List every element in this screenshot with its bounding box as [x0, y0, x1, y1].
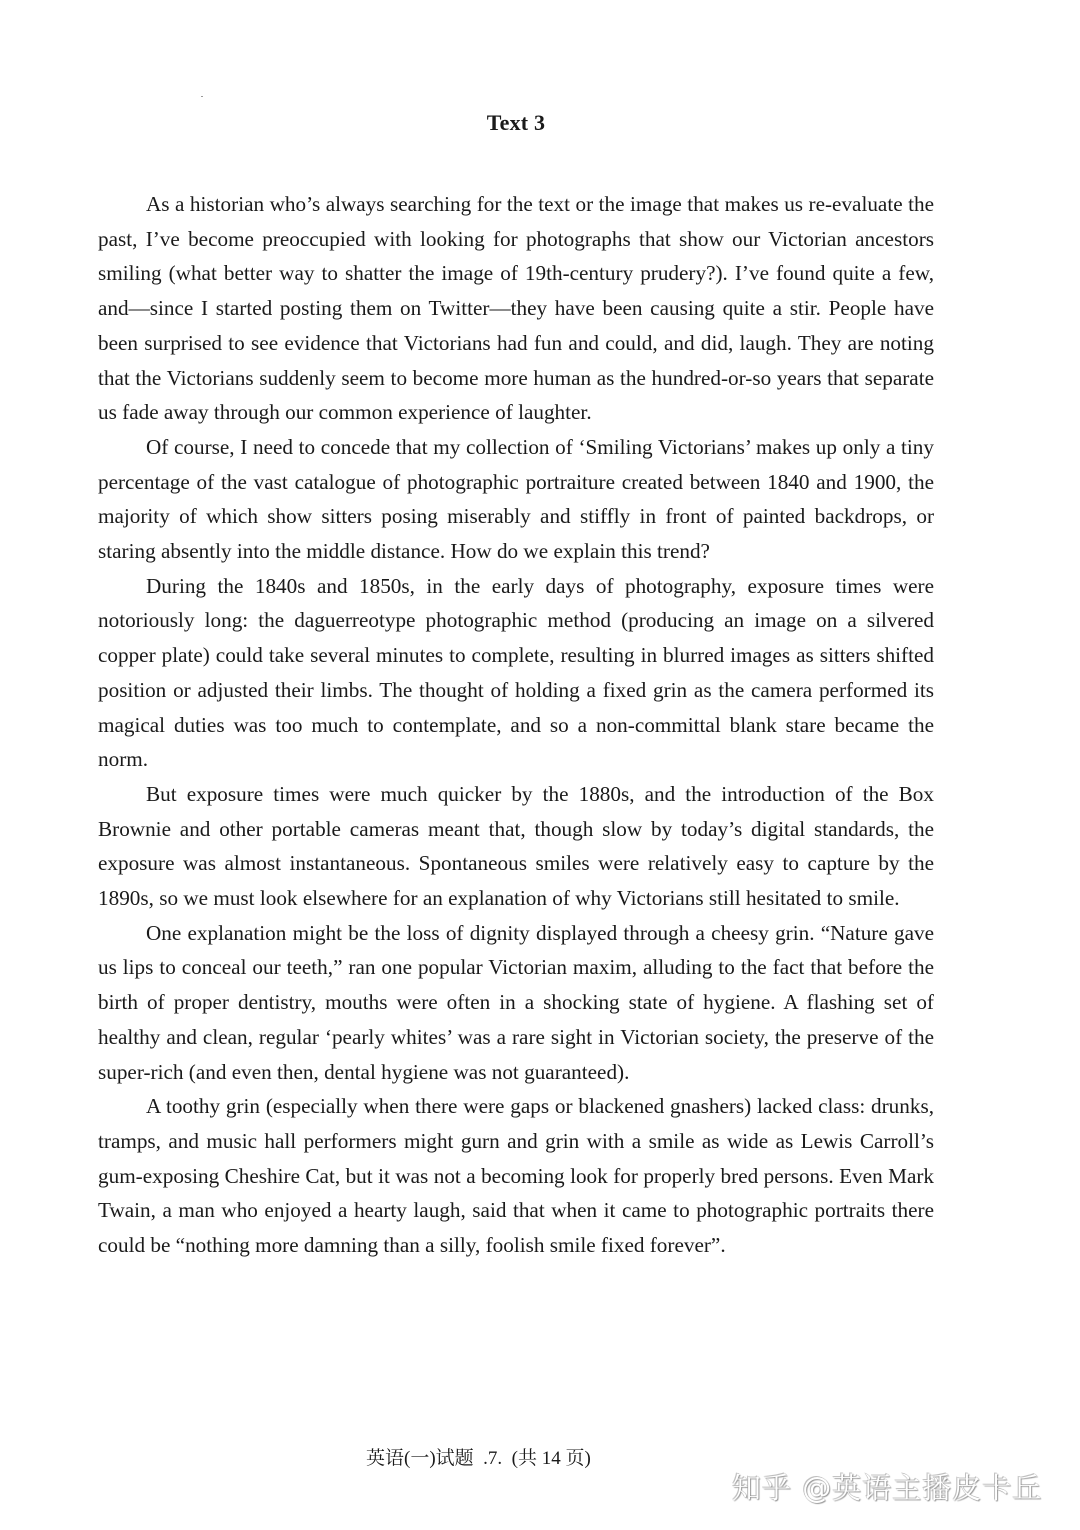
paragraph-5: One explanation might be the loss of dignity displayed through a cheesy grin. “Nature gave us lips to conceal our teeth,” ran one popular Victorian maxim, alluding to the fact that before the birth of proper dentistry, mouths were often in a shocking state of hygiene. A flashing set of healthy and clean, regular ‘pearly whites’ was a rare sight in Victorian society, the preserve of the super-rich (and even then, dental hygiene was not guaranteed). [98, 920, 934, 1084]
zhihu-watermark: 知乎 @英语主播皮卡丘 [732, 1471, 1043, 1505]
paragraph-4: But exposure times were much quicker by the 1880s, and the introduction of the Box Brownie and other portable cameras meant that, though slow by today’s digital standards, the exposure was almost instantaneous. Spontaneous smiles were relatively easy to capture by the 1890s, so we must look elsewhere for an explanation of why Victorians still hesitated to smile. [98, 781, 934, 911]
page-footer: 英语(一)试题 .7. (共 14 页) [366, 1448, 591, 1469]
paragraph-1: As a historian who’s always searching for the text or the image that makes us re-evaluate the past, I’ve become preoccupied with looking for photographs that show our Victorian ancestors smiling (what better way to shatter the image of 19th-century prudery?). I’ve found quite a few, and—since I started posting them on Twitter—they have been causing quite a stir. People have been surprised to see evidence that Victorians had fun and could, and did, laugh. They are noting that the Victorians suddenly seem to become more human as the hundred-or-so years that separate us fade away through our common experience of laughter. [98, 192, 934, 425]
scan-speck [201, 96, 203, 97]
paragraph-2: Of course, I need to concede that my collection of ‘Smiling Victorians’ makes up only a tiny percentage of the vast catalogue of photographic portraiture created between 1840 and 1900, the majority of which show sitters posing miserably and stiffly in front of painted backdrops, or staring absently into the middle distance. How do we explain this trend? [98, 434, 934, 564]
paragraph-6: A toothy grin (especially when there were gaps or blackened gnashers) lacked class: drunks, tramps, and music hall performers might gurn and grin with a smile as wide as Lewis Carroll’s gum-exposing Cheshire Cat, but it was not a becoming look for properly bred persons. Even Mark Twain, a man who enjoyed a hearty laugh, said that when it came to photographic portraits there could be “nothing more damning than a silly, foolish smile fixed forever”. [98, 1094, 934, 1258]
text-title: Text 3 [486, 110, 546, 135]
passage-body [98, 187, 934, 1263]
paragraph-3: During the 1840s and 1850s, in the early days of photography, exposure times were notoriously long: the daguerreotype photographic method (producing an image on a silvered copper plate) could take several minutes to complete, resulting in blurred images as sitters shifted position or adjusted their limbs. The thought of holding a fixed grin as the camera performed its magical duties was too much to contemplate, and so a non-committal blank stare became the norm. [98, 573, 934, 772]
